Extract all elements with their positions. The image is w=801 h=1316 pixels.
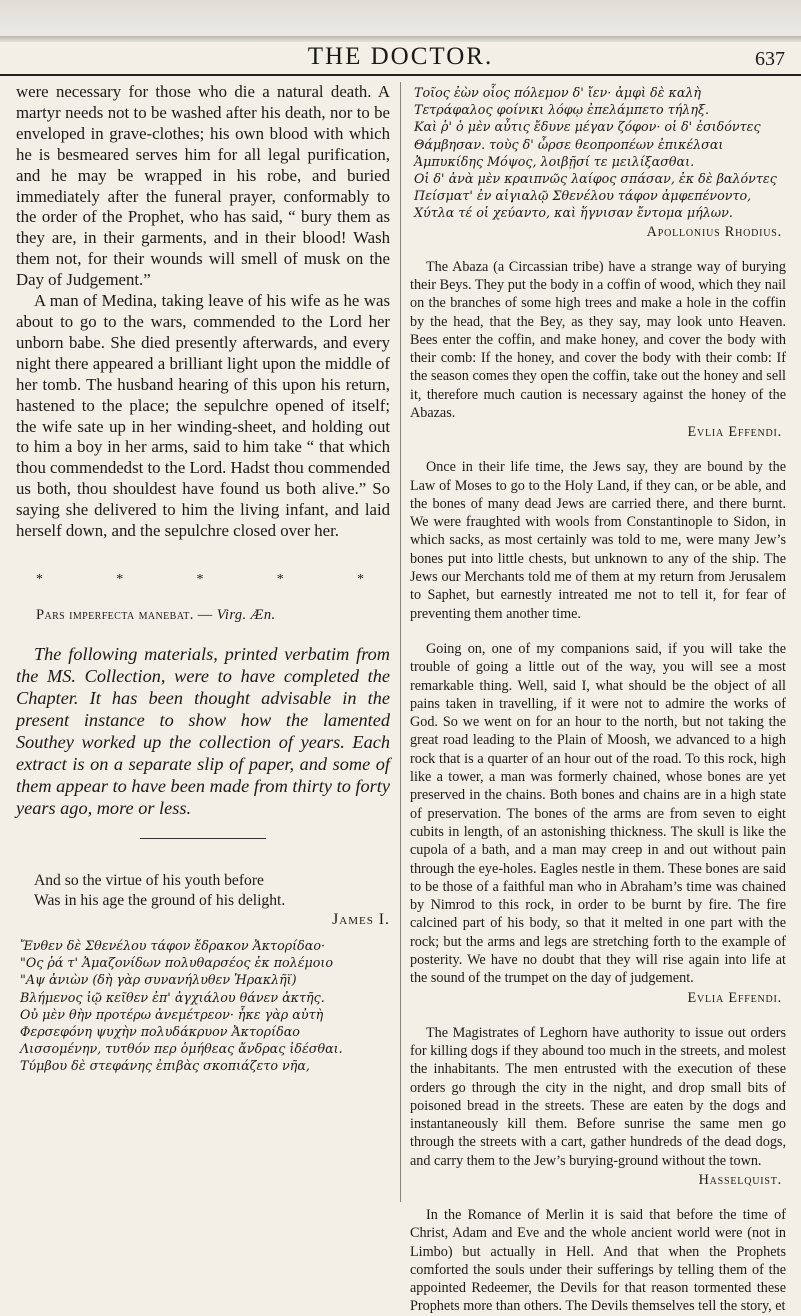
latin-motto [36, 607, 390, 624]
right-column [410, 82, 786, 1316]
left-column [16, 82, 390, 1075]
star: * [196, 571, 204, 587]
moosh-signature: Evlia Effendi. [687, 989, 782, 1006]
verse-signature: James I. [332, 911, 390, 929]
moosh-paragraph: Going on, one of my companions said, if you will take the trouble of going a little out of the way, you will see a most remarkable thing. Well, said I, what should be the object of all pains taken in travelling, if it were not to admire the works of God. So we went on for an hour to the north, but not taking the great road leading to the Plain of Moosh, we advanced to a high rock that is a quarter of an hour out of the road. To this rock, high like a tower, a man was formerly chained, whose bones are yet preserved in the chains. Both bones and chains are in a high state of preservation. The bones of the arms are from seven to eight cubits in length, of an astonishing thickness. The skull is like the cupola of a bath, and a man may creep in and out without pain through the eye-holes. Eagles nestle in them. These bones are said to be those of a faithful man who in Abraham’s time was chained by Nimrod to this rock, in order to be burnt by fire. The fire calcined part of his body, so that it melted in one part with the rock; but the arms and legs are stretching forth to the example of posterity. We have no doubt that they will rise again into life at the sound of the trumpet on the day of judgement. [410, 640, 786, 987]
editorial-note: The following materials, printed verbatim from the MS. Collection, were to have completed the Chapter. It has been thought advisable in the present instance to show how the lamented Southey worked up the collection of years. Each extract is on a separate slip of paper, and some of them appear to have been made from thirty to forty years ago, more or less. [16, 643, 390, 818]
motto-text: Pars imperfecta manebat. — [36, 606, 213, 623]
martyr-paragraph: were necessary for those who die a natural death. A martyr needs not to be washed after his death, nor to be enveloped in grave-clothes; his own blood with which he is besmeared serves him for all legal purification, and he may be wrapped in his robe, and buried immediately after the funeral prayer, conformably to the order of the Prophet, who has said, “ bury them as they are, in their garments, and in their blood! Wash them not, for their wounds will smell of musk on the Day of Judgement.” [16, 82, 390, 290]
star: * [36, 571, 43, 587]
star-divider [16, 572, 390, 588]
section-rule [140, 838, 266, 839]
abaza-extract [410, 258, 786, 442]
page-top-edge [0, 0, 801, 40]
abaza-paragraph: The Abaza (a Circassian tribe) have a strange way of burying their Beys. They put the body in a coffin of wood, which they nail on the branches of some high trees and make a hole in the coffin by the head, that the Bey, as they say, may look unto Heaven. Bees enter the coffin, and make honey, and cover the body with their comb: If the honey, and cover the body with their comb: If the season comes they open the coffin, take out the honey and sell it, therefore much caution is necessary against the honey of the Abazas. [410, 258, 786, 421]
header-rule [0, 74, 801, 76]
page-number: 637 [755, 48, 785, 70]
moses-paragraph: Once in their life time, the Jews say, they are bound by the Law of Moses to go to the Holy Land, if they can, or be able, and the bones of many dead Jews are carried there, and there burnt. We were fraughted with wools from Constantinople to Sidon, in which sacks, as most certainly was told to me, were many Jew’s bones put into little chests, but unknown to any of the ship. The Jews our Merchants told me of them at my return from Jerusalem to Saphet, but earnestly intreated me not to tell it, for fear of preventing them another time. [410, 459, 786, 622]
merlin-paragraph: In the Romance of Merlin it is said that before the time of Christ, Adam and Eve and the whole ancient world were (not in Limbo) but actually in Hell. And that when the Prophets comforted the souls under their sufferings by telling them of the appointed Redeemer, the Devils for that reason tormented these Prophets more than others. The Devils themselves tell the story, et [410, 1206, 786, 1315]
moses-extract [410, 458, 786, 623]
leghorn-extract [410, 1024, 786, 1189]
abaza-signature: Evlia Effendi. [687, 424, 782, 441]
greek-attribution: Apollonius Rhodius. [646, 223, 782, 240]
medina-paragraph: A man of Medina, taking leave of his wife as he was about to go to the wars, commended to the Lord her unborn babe. She died presently afterwards, and every night there appeared a brilliant light upon the middle of her tomb. The husband hearing of this upon his return, hastened to the place; the sepulchre opened of itself; the wife sate up in her winding-sheet, and holding out to him a boy in her arms, said to him take “ that which thou commendedst to the Lord. Hadst thou commended us both, thou shouldest have found us both alive.” So saying she delivered to him the living infant, and laid herself down, and the sepulchre closed over her. [16, 291, 390, 541]
star: * [276, 571, 284, 587]
column-divider [400, 82, 401, 1202]
running-title: THE DOCTOR. [307, 43, 494, 70]
verse-line: Was in his age the ground of his delight. [34, 891, 286, 909]
merlin-extract [410, 1206, 786, 1316]
page-header [0, 40, 801, 76]
star: * [357, 571, 364, 587]
moosh-extract [410, 640, 786, 1007]
greek-verse-left: Ἔνθεν δὲ Σθενέλου τάφον ἔδρακον Ἀκτορίδαο· "Ος ῥά τ' Ἀμαζονίδων πολυθαρσέος ἐκ πολέμοιο "Αψ ἀνιὼν (δὴ γὰρ συνανήλυθεν Ἡρακλῆϊ) Βλήμενος ἰῷ κεῖθεν ἐπ' ἀγχιάλου θάνεν ἀκτῆς. Οὐ μὲν θὴν προτέρω ἀνεμέτρεον· ἧκε γὰρ αὐτὴ Φερσεφόνη ψυχὴν πολυδάκρυον Ἀκτορίδαο Λισσομένην, τυτθόν περ ὁμήθεας ἄνδρας ἰδέσθαι. Τύμβου δὲ στεφάνης ἐπιβὰς σκοπιάζετο νῆα, [20, 938, 343, 1074]
leghorn-paragraph: The Magistrates of Leghorn have authority to issue out orders for killing dogs if they abound too much in the streets, and molest the inhabitants. The men entrusted with the execution of these orders go through the city in the night, and drop small bits of poisoned bread in the streets. These are eaten by the dogs and instantaneously kill them. Before sunrise the same men go through the streets with a cart, gather hundreds of the dead dogs, and carry them to the Jew’s burying-ground without the town. [410, 1024, 786, 1169]
verse-quote [34, 871, 390, 930]
greek-verse-right: Τοῖος ἐὼν οἷος πόλεμον δ' ἴεν· ἀμφὶ δὲ καλὴ Τετράφαλος φοίνικι λόφῳ ἐπελάμπετο τήληξ. Καὶ ῥ' ὁ μὲν αὖτις ἔδυνε μέγαν ζόφον· οἱ δ' ἐσιδόντες Θάμβησαν. τοὺς δ' ὦρσε θεοπροπέων ἐπικέλσαι Ἀμπυκίδης Μόψος, λοιβῇσί τε μειλίξασθαι. Οἱ δ' ἀνὰ μὲν κραιπνῶς λαίφος σπάσαν, ἐκ δὲ βαλόντες Πείσματ' ἐν αἰγιαλῷ Σθενέλου τάφον ἀμφεπένοντο, Χύτλα τέ οἱ χεύαντο, καὶ ἥγνισαν ἔντομα μήλων. [414, 85, 777, 221]
star: * [116, 571, 124, 587]
motto-source: Virg. Æn. [216, 606, 276, 623]
verse-line: And so the virtue of his youth before [34, 871, 264, 889]
leghorn-signature: Hasselquist. [698, 1171, 782, 1188]
